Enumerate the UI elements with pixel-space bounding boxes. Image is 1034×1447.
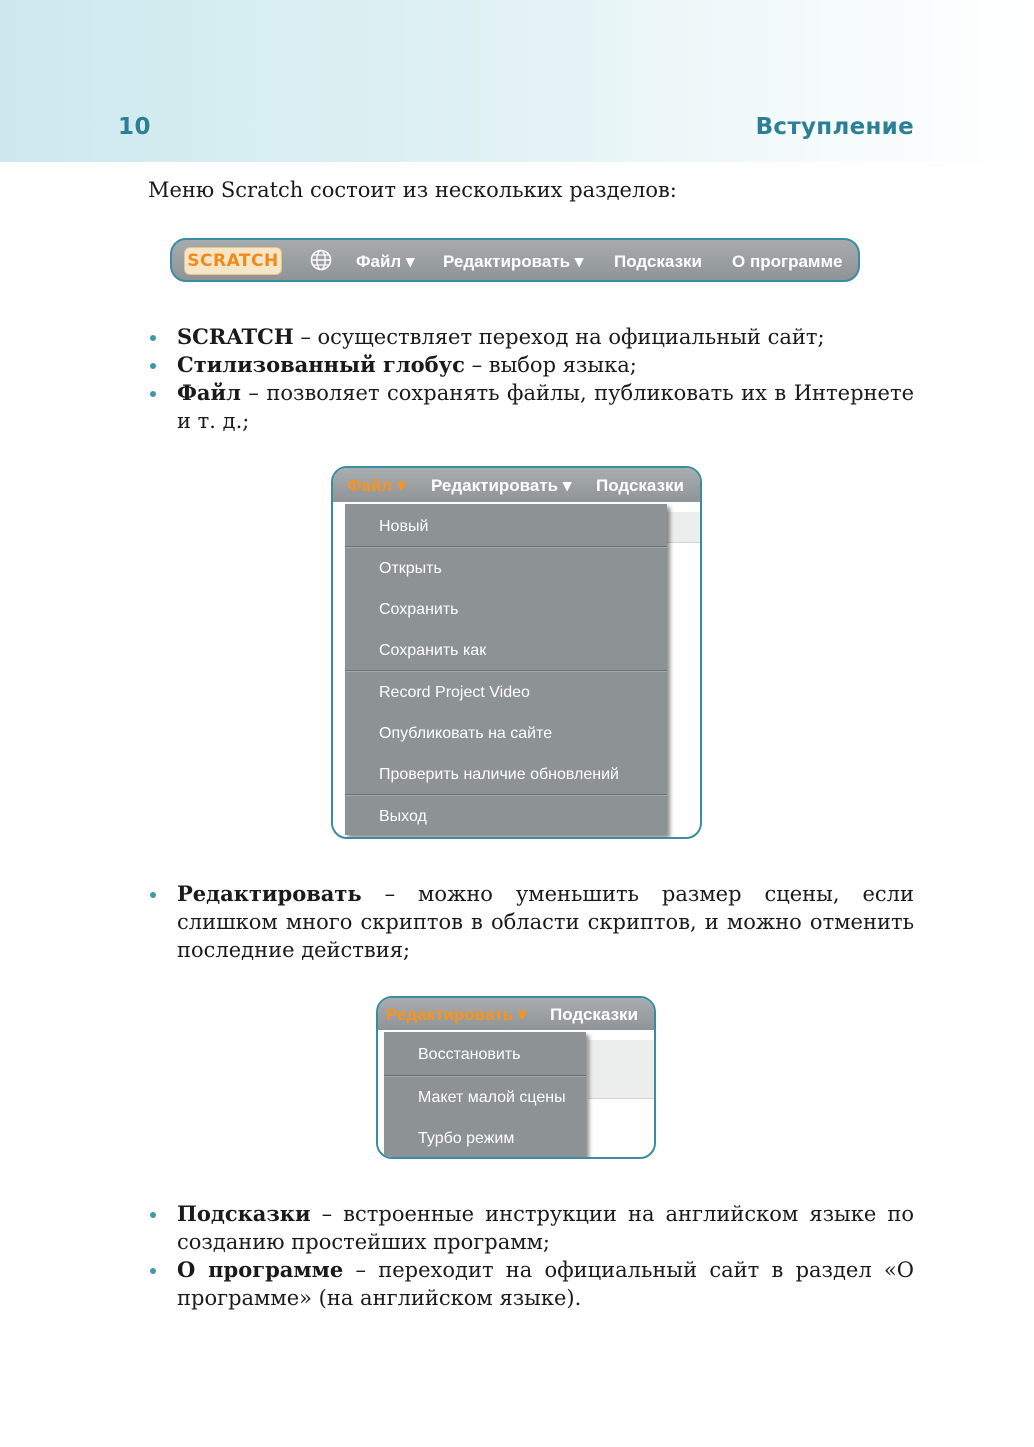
bullet-icon xyxy=(150,1212,156,1218)
description: – можно уменьшить размер сцены, если слишком много скриптов в области скриптов, и можно отменить последние действия; xyxy=(177,882,914,962)
description: – позволяет сохранять файлы, публиковать их в Интернете и т. д.; xyxy=(177,381,914,433)
term: Подсказки xyxy=(177,1201,311,1226)
background-panel xyxy=(663,512,702,543)
menu-edit[interactable]: Редактировать ▾ xyxy=(431,476,572,495)
menu-item-record-video[interactable]: Record Project Video xyxy=(379,684,530,701)
background-panel xyxy=(588,1040,656,1099)
menu-about[interactable]: О программе xyxy=(732,252,843,271)
scratch-menubar xyxy=(170,238,860,282)
separator xyxy=(345,794,667,795)
page-number: 10 xyxy=(118,114,152,140)
menu-item-check-updates[interactable]: Проверить наличие обновлений xyxy=(379,766,619,783)
list-item xyxy=(148,880,914,964)
list-item xyxy=(148,323,914,351)
bullet-icon xyxy=(150,335,156,341)
list-item xyxy=(148,1200,914,1256)
separator xyxy=(384,1075,586,1076)
menu-item-open[interactable]: Открыть xyxy=(379,560,442,577)
term: SCRATCH xyxy=(177,324,294,349)
scratch-logo[interactable]: SCRATCH xyxy=(184,247,282,275)
edit-menu-figure xyxy=(376,996,656,1159)
description: – осуществляет переход на официальный сайт; xyxy=(293,325,825,349)
list-item xyxy=(148,351,914,379)
menu-item-small-stage[interactable]: Макет малой сцены xyxy=(418,1089,566,1106)
chapter-title: Вступление xyxy=(755,114,914,140)
bullet-icon xyxy=(150,391,156,397)
bullet-icon xyxy=(150,363,156,369)
description: – переходит на официальный сайт в раздел «О программе» (на английском языке). xyxy=(177,1258,914,1310)
term: О программе xyxy=(177,1257,344,1282)
list-item xyxy=(148,379,914,435)
description: – выбор языка; xyxy=(464,353,637,377)
menu-file-active[interactable]: Файл ▾ xyxy=(347,476,406,495)
menu-item-save-as[interactable]: Сохранить как xyxy=(379,642,487,659)
description: – встроенные инструкции на английском языке по созданию простейших программ; xyxy=(177,1202,914,1254)
bullet-list-1 xyxy=(148,323,914,435)
list-item xyxy=(148,1256,914,1312)
file-figure-topbar xyxy=(333,468,700,502)
separator xyxy=(345,546,667,547)
menu-item-publish[interactable]: Опубликовать на сайте xyxy=(379,725,553,742)
menu-file[interactable]: Файл ▾ xyxy=(356,252,415,271)
bullet-list-2 xyxy=(148,880,914,964)
bullet-icon xyxy=(150,1268,156,1274)
menu-tips[interactable]: Подсказки xyxy=(550,1005,638,1024)
file-dropdown xyxy=(345,504,667,835)
term: Файл xyxy=(177,380,241,405)
bullet-list-3 xyxy=(148,1200,914,1312)
intro-text: Меню Scratch состоит из нескольких разделов: xyxy=(148,178,677,202)
menu-item-new[interactable]: Новый xyxy=(379,518,429,535)
menu-edit-active[interactable]: Редактировать ▾ xyxy=(386,1005,527,1024)
menu-tips[interactable]: Подсказки xyxy=(614,252,702,271)
menu-item-save[interactable]: Сохранить xyxy=(379,601,459,618)
menu-edit[interactable]: Редактировать ▾ xyxy=(443,252,584,271)
menu-item-restore[interactable]: Восстановить xyxy=(418,1046,521,1063)
menu-item-exit[interactable]: Выход xyxy=(379,808,427,825)
menu-item-turbo[interactable]: Турбо режим xyxy=(418,1130,515,1147)
term: Редактировать xyxy=(177,881,362,906)
separator xyxy=(345,670,667,671)
menu-tips[interactable]: Подсказки xyxy=(596,476,684,495)
edit-figure-topbar xyxy=(378,998,654,1030)
file-menu-figure xyxy=(331,466,702,839)
edit-dropdown xyxy=(384,1032,586,1159)
bullet-icon xyxy=(150,892,156,898)
term: Стилизованный глобус xyxy=(177,352,465,377)
globe-icon[interactable] xyxy=(310,249,332,271)
